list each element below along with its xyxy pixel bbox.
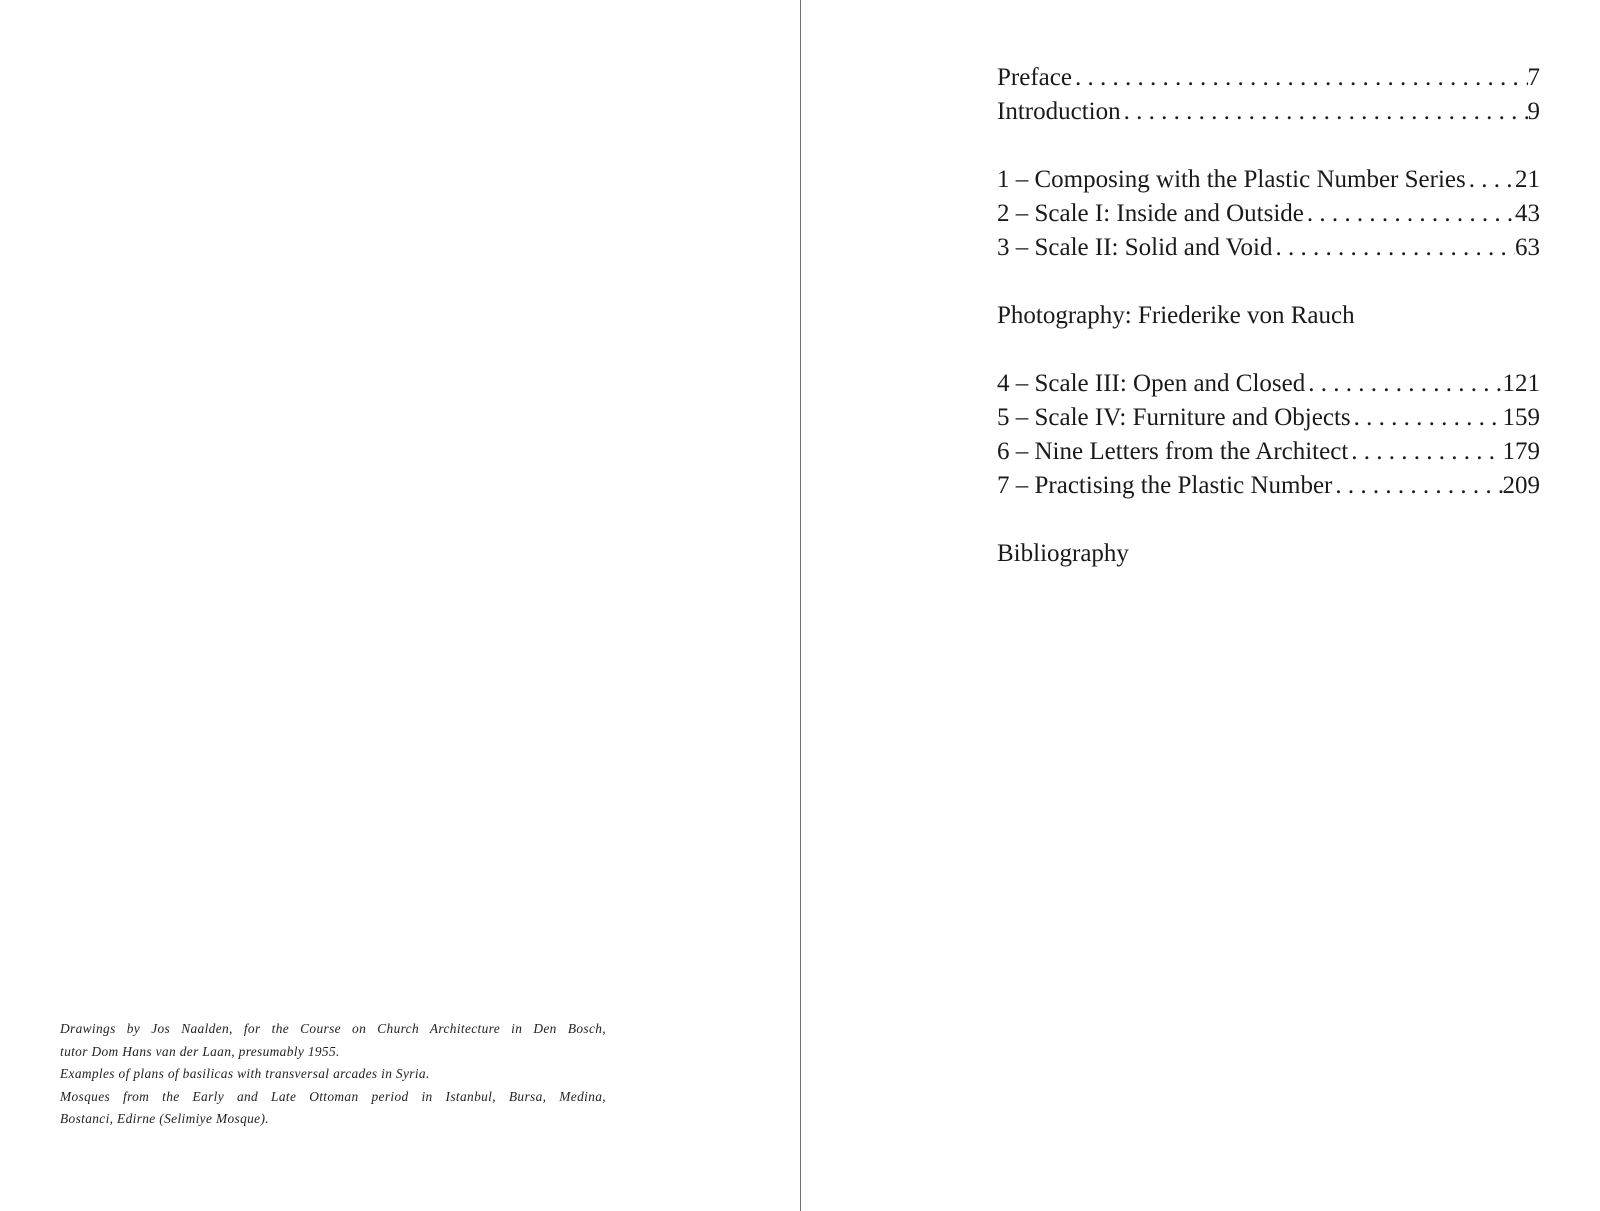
toc-entry-introduction bbox=[997, 95, 1540, 129]
toc-entry-chapter-2 bbox=[997, 197, 1540, 231]
toc-entry-chapter-3 bbox=[997, 231, 1540, 265]
toc-leader-dots bbox=[1121, 95, 1528, 129]
caption-line: Bostanci, Edirne (Selimiye Mosque). bbox=[60, 1111, 269, 1126]
toc-spacer bbox=[997, 503, 1540, 537]
drawings-caption bbox=[60, 1018, 606, 1131]
toc-entry-title: 4 – Scale III: Open and Closed bbox=[997, 370, 1306, 397]
toc-entry-title: 1 – Composing with the Plastic Number Series bbox=[997, 166, 1466, 193]
toc-entry-page: 7 bbox=[1527, 64, 1540, 91]
toc-entry-chapter-4 bbox=[997, 367, 1540, 401]
toc-entry-page: 63 bbox=[1515, 234, 1540, 261]
toc-leader-dots bbox=[1351, 401, 1503, 435]
toc-entry-chapter-1 bbox=[997, 163, 1540, 197]
toc-entry-title: 2 – Scale I: Inside and Outside bbox=[997, 200, 1304, 227]
toc-leader-dots bbox=[1304, 197, 1515, 231]
table-of-contents bbox=[997, 61, 1540, 571]
toc-entry-title: Preface bbox=[997, 64, 1072, 91]
caption-line: Mosques from the Early and Late Ottoman period in Istanbul, Bursa, Medina, bbox=[60, 1088, 606, 1104]
caption-line: Examples of plans of basilicas with transversal arcades in Syria. bbox=[60, 1066, 430, 1081]
caption-line: Drawings by Jos Naalden, for the Course on Church Architecture in Den Bosch, bbox=[60, 1021, 606, 1036]
toc-entry-page: 9 bbox=[1527, 98, 1540, 125]
toc-entry-preface bbox=[997, 61, 1540, 95]
toc-leader-dots bbox=[1466, 163, 1515, 197]
toc-entry-page: 159 bbox=[1502, 404, 1540, 431]
toc-entry-chapter-7 bbox=[997, 469, 1540, 503]
toc-photography-credit: Photography: Friederike von Rauch bbox=[997, 302, 1355, 329]
toc-leader-dots bbox=[1272, 231, 1515, 265]
toc-entry-page: 43 bbox=[1515, 200, 1540, 227]
toc-entry-title: 5 – Scale IV: Furniture and Objects bbox=[997, 404, 1351, 431]
toc-entry-page: 179 bbox=[1502, 438, 1540, 465]
toc-entry-chapter-5 bbox=[997, 401, 1540, 435]
toc-entry-title: 6 – Nine Letters from the Architect bbox=[997, 438, 1349, 465]
toc-leader-dots bbox=[1332, 469, 1502, 503]
toc-leader-dots bbox=[1305, 367, 1502, 401]
toc-spacer bbox=[997, 333, 1540, 367]
toc-spacer bbox=[997, 265, 1540, 299]
toc-entry-title: 3 – Scale II: Solid and Void bbox=[997, 234, 1273, 261]
toc-entry-title: Introduction bbox=[997, 98, 1121, 125]
toc-leader-dots bbox=[1348, 435, 1502, 469]
toc-spacer bbox=[997, 129, 1540, 163]
toc-bibliography: Bibliography bbox=[997, 540, 1129, 567]
toc-entry-page: 21 bbox=[1515, 166, 1540, 193]
toc-entry-chapter-6 bbox=[997, 435, 1540, 469]
toc-leader-dots bbox=[1072, 61, 1528, 95]
toc-entry-title: 7 – Practising the Plastic Number bbox=[997, 472, 1333, 499]
toc-entry-page: 121 bbox=[1502, 370, 1540, 397]
caption-line: tutor Dom Hans van der Laan, presumably 1955. bbox=[60, 1043, 340, 1059]
toc-entry-page: 209 bbox=[1502, 472, 1540, 499]
